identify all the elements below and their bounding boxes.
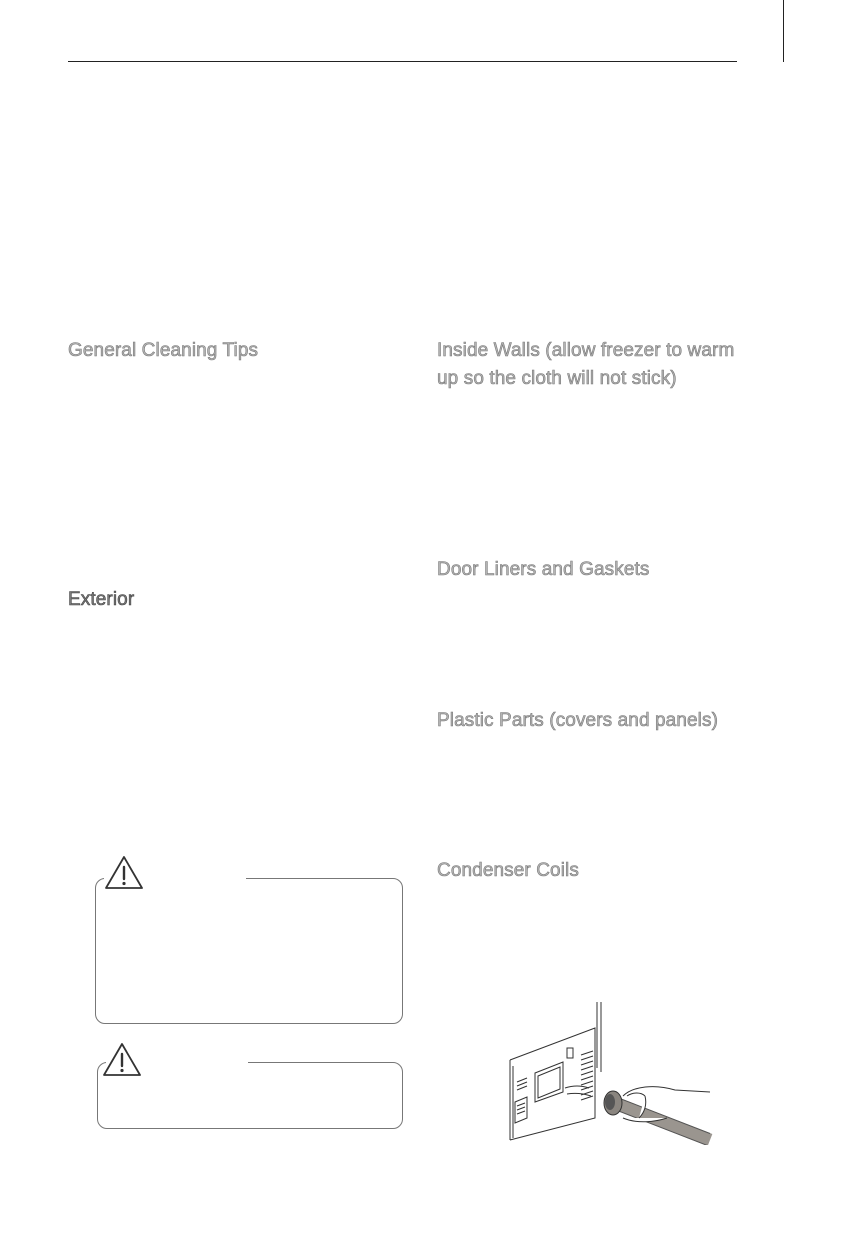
heading-inside-walls-line2: up so the cloth will not stick) (437, 368, 677, 389)
condenser-coils-illustration (505, 1000, 715, 1145)
caution-box (97, 1062, 403, 1129)
crop-mark (783, 0, 784, 62)
heading-exterior: Exterior (68, 589, 135, 610)
heading-general-cleaning-tips: General Cleaning Tips (68, 340, 259, 361)
heading-inside-walls-line1: Inside Walls (allow freezer to warm (437, 340, 735, 361)
warning-triangle-icon (104, 855, 144, 891)
heading-door-liners: Door Liners and Gaskets (437, 559, 650, 580)
heading-condenser-coils: Condenser Coils (437, 860, 579, 881)
warning-triangle-icon (102, 1042, 142, 1078)
heading-plastic-parts: Plastic Parts (covers and panels) (437, 710, 719, 731)
caution-box (95, 878, 403, 1024)
header-rule (68, 61, 737, 62)
